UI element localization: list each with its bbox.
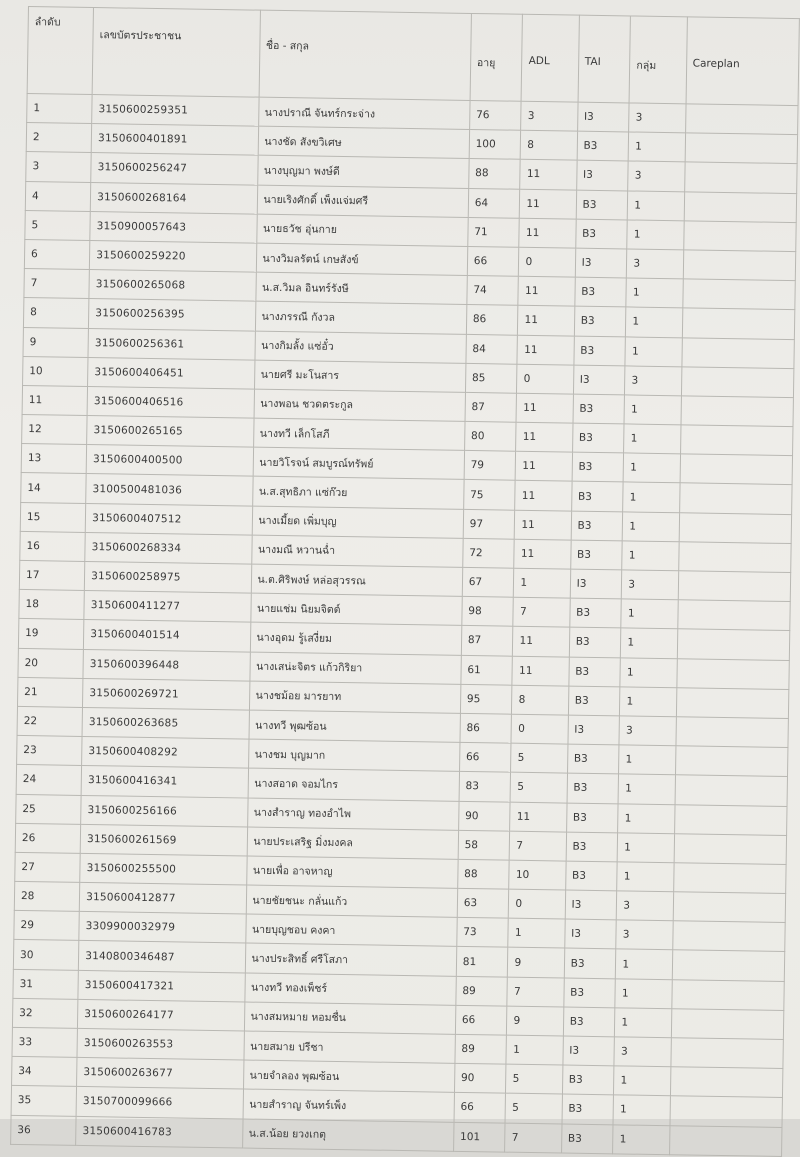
header-name: ชื่อ - สกุล xyxy=(259,10,472,100)
cell-age: 88 xyxy=(468,159,520,189)
cell-name: นางสมหมาย หอมชื่น xyxy=(244,1002,456,1035)
cell-tai: B3 xyxy=(567,744,619,774)
cell-adl: 5 xyxy=(511,743,568,773)
cell-adl: 11 xyxy=(515,510,572,540)
cell-group: 1 xyxy=(623,512,680,542)
cell-no: 10 xyxy=(23,356,89,386)
cell-name: นางกิมลั้ง แซ่อั๋ว xyxy=(254,331,466,364)
cell-adl: 11 xyxy=(512,656,569,686)
cell-group: 1 xyxy=(626,278,683,308)
cell-group: 1 xyxy=(621,599,678,629)
cell-id: 3150600412877 xyxy=(79,882,246,914)
cell-tai: B3 xyxy=(563,1007,615,1037)
cell-age: 86 xyxy=(466,305,518,335)
cell-id: 3150600256166 xyxy=(81,795,248,827)
cell-no: 14 xyxy=(21,473,87,503)
cell-name: นางชัด สังขวิเศษ xyxy=(258,126,470,159)
cell-careplan xyxy=(670,1038,783,1069)
cell-tai: B3 xyxy=(561,1124,613,1154)
cell-no: 11 xyxy=(22,385,88,415)
cell-group: 3 xyxy=(616,920,673,950)
cell-tai: B3 xyxy=(572,452,624,482)
cell-group: 1 xyxy=(619,745,676,775)
cell-adl: 9 xyxy=(507,1006,564,1036)
cell-id: 3100500481036 xyxy=(86,474,253,506)
cell-name: นายเพื่อ อาจหาญ xyxy=(246,856,458,889)
cell-adl: 7 xyxy=(505,1123,562,1153)
cell-id: 3150600263677 xyxy=(77,1058,244,1090)
cell-age: 98 xyxy=(462,597,514,627)
cell-name: นายวิโรจน์ สมบูรณ์ทรัพย์ xyxy=(253,447,465,480)
cell-no: 30 xyxy=(13,940,79,970)
cell-no: 33 xyxy=(12,1027,78,1057)
cell-tai: B3 xyxy=(577,131,629,161)
cell-adl: 8 xyxy=(521,130,578,160)
cell-name: นายเริงศักดิ์ เพ็งแจ่มศรี xyxy=(257,185,469,218)
cell-tai: B3 xyxy=(576,190,628,220)
cell-id: 3150600396448 xyxy=(83,649,250,681)
cell-id: 3150600411277 xyxy=(84,591,251,623)
cell-tai: B3 xyxy=(575,219,627,249)
cell-adl: 11 xyxy=(516,393,573,423)
cell-age: 66 xyxy=(454,1093,506,1123)
cell-group: 1 xyxy=(624,424,681,454)
cell-tai: I3 xyxy=(577,102,629,132)
cell-group: 1 xyxy=(623,453,680,483)
cell-careplan xyxy=(675,746,788,777)
cell-id: 3150600259220 xyxy=(90,240,257,272)
elderly-register-table xyxy=(10,6,800,1157)
cell-tai: B3 xyxy=(568,686,620,716)
cell-no: 24 xyxy=(16,765,82,795)
cell-age: 90 xyxy=(458,801,510,831)
cell-adl: 11 xyxy=(516,451,573,481)
cell-careplan xyxy=(672,950,785,981)
cell-name: นายสำราญ จันทร์เพ็ง xyxy=(243,1089,455,1122)
cell-id: 3150600265068 xyxy=(89,270,256,302)
cell-no: 28 xyxy=(14,881,80,911)
cell-name: นางทวี พุฒซ้อน xyxy=(249,710,461,743)
cell-no: 17 xyxy=(19,560,85,590)
cell-careplan xyxy=(680,454,793,485)
cell-age: 100 xyxy=(469,130,521,160)
cell-id: 3150600265165 xyxy=(87,416,254,448)
cell-age: 66 xyxy=(455,1005,507,1035)
cell-age: 101 xyxy=(453,1122,505,1152)
cell-group: 3 xyxy=(629,103,686,133)
cell-careplan xyxy=(669,1125,782,1156)
cell-careplan xyxy=(682,308,795,339)
cell-id: 3150600400500 xyxy=(86,445,253,477)
cell-careplan xyxy=(674,804,787,835)
cell-age: 87 xyxy=(461,626,513,656)
cell-id: 3150600268164 xyxy=(90,182,257,214)
cell-tai: B3 xyxy=(564,978,616,1008)
cell-id: 3150700099666 xyxy=(76,1087,243,1119)
cell-careplan xyxy=(676,658,789,689)
cell-id: 3150600401891 xyxy=(91,124,258,156)
cell-name: นางบุญมา พงษ์ดี xyxy=(257,156,469,189)
header-no: ลำดับ xyxy=(27,7,94,95)
cell-age: 64 xyxy=(468,188,520,218)
cell-no: 27 xyxy=(15,852,81,882)
cell-id: 3150600268334 xyxy=(85,532,252,564)
cell-no: 9 xyxy=(23,327,89,357)
cell-group: 3 xyxy=(622,570,679,600)
cell-id: 3140800346487 xyxy=(79,941,246,973)
cell-no: 34 xyxy=(12,1057,78,1087)
cell-group: 1 xyxy=(625,336,682,366)
cell-id: 3150600416783 xyxy=(76,1116,243,1148)
cell-tai: B3 xyxy=(565,861,617,891)
cell-careplan xyxy=(684,191,797,222)
cell-age: 75 xyxy=(463,480,515,510)
cell-id: 3150600264177 xyxy=(78,999,245,1031)
cell-age: 66 xyxy=(459,742,511,772)
cell-careplan xyxy=(670,1096,783,1127)
cell-age: 97 xyxy=(463,509,515,539)
cell-id: 3150600263685 xyxy=(82,707,249,739)
cell-id: 3150600261569 xyxy=(80,824,247,856)
cell-name: นางภรรณี กังวล xyxy=(255,301,467,334)
cell-no: 16 xyxy=(20,531,86,561)
cell-name: นางประสิทธิ์ ศรีโสภา xyxy=(245,943,457,976)
cell-adl: 9 xyxy=(508,948,565,978)
cell-age: 85 xyxy=(465,363,517,393)
cell-careplan xyxy=(685,133,798,164)
cell-id: 3150600408292 xyxy=(82,737,249,769)
cell-name: นางเสน่ะจิตร แก้วกิริยา xyxy=(249,652,461,685)
cell-no: 2 xyxy=(26,123,92,153)
cell-age: 84 xyxy=(466,334,518,364)
cell-careplan xyxy=(677,600,790,631)
cell-careplan xyxy=(675,717,788,748)
header-id: เลขบัตรประชาชน xyxy=(92,8,260,98)
cell-tai: B3 xyxy=(573,394,625,424)
cell-tai: I3 xyxy=(564,919,616,949)
cell-no: 8 xyxy=(23,298,89,328)
cell-group: 1 xyxy=(615,978,672,1008)
cell-group: 1 xyxy=(628,191,685,221)
cell-tai: B3 xyxy=(567,773,619,803)
cell-tai: I3 xyxy=(576,161,628,191)
header-adl: ADL xyxy=(522,14,580,102)
cell-name: นางสอาด จอมไกร xyxy=(248,768,460,801)
cell-name: นางมณี หวานฉ่ำ xyxy=(251,535,463,568)
cell-careplan xyxy=(680,425,793,456)
cell-careplan xyxy=(683,250,796,281)
cell-adl: 11 xyxy=(513,627,570,657)
cell-age: 83 xyxy=(459,772,511,802)
cell-group: 3 xyxy=(628,161,685,191)
cell-id: 3150600416341 xyxy=(81,766,248,798)
cell-careplan xyxy=(673,863,786,894)
cell-no: 13 xyxy=(21,444,87,474)
cell-adl: 11 xyxy=(520,160,577,190)
cell-careplan xyxy=(682,279,795,310)
cell-adl: 10 xyxy=(509,860,566,890)
cell-tai: I3 xyxy=(570,569,622,599)
cell-careplan xyxy=(672,921,785,952)
cell-no: 4 xyxy=(25,181,91,211)
cell-name: นางพอน ชวดตระกูล xyxy=(254,389,466,422)
cell-adl: 1 xyxy=(514,568,571,598)
cell-adl: 3 xyxy=(521,101,578,131)
cell-group: 1 xyxy=(627,220,684,250)
cell-careplan xyxy=(671,1009,784,1040)
cell-no: 23 xyxy=(17,736,83,766)
cell-group: 3 xyxy=(619,716,676,746)
cell-tai: B3 xyxy=(572,423,624,453)
cell-careplan xyxy=(679,512,792,543)
cell-adl: 0 xyxy=(509,889,566,919)
cell-group: 1 xyxy=(621,628,678,658)
cell-careplan xyxy=(678,542,791,573)
cell-group: 3 xyxy=(617,891,674,921)
cell-no: 25 xyxy=(16,794,82,824)
cell-id: 3150600255500 xyxy=(80,853,247,885)
cell-id: 3150600256395 xyxy=(89,299,256,331)
cell-name: นางเมี้ยด เพิ่มบุญ xyxy=(252,506,464,539)
cell-name: นายแช่ม นิยมจิตต์ xyxy=(250,593,462,626)
cell-adl: 7 xyxy=(510,831,567,861)
cell-tai: B3 xyxy=(564,948,616,978)
cell-no: 36 xyxy=(11,1115,77,1145)
cell-careplan xyxy=(674,833,787,864)
cell-age: 86 xyxy=(460,713,512,743)
cell-age: 67 xyxy=(462,567,514,597)
cell-age: 89 xyxy=(456,976,508,1006)
cell-age: 95 xyxy=(460,684,512,714)
cell-careplan xyxy=(675,775,788,806)
cell-tai: B3 xyxy=(562,1065,614,1095)
cell-no: 1 xyxy=(27,93,93,123)
cell-group: 3 xyxy=(614,1037,671,1067)
cell-tai: B3 xyxy=(574,336,626,366)
cell-adl: 1 xyxy=(508,918,565,948)
cell-no: 26 xyxy=(15,823,81,853)
cell-id: 3150600401514 xyxy=(84,620,251,652)
cell-careplan xyxy=(681,337,794,368)
cell-group: 1 xyxy=(613,1124,670,1154)
cell-id: 3150600407512 xyxy=(85,503,252,535)
cell-tai: B3 xyxy=(571,511,623,541)
cell-adl: 5 xyxy=(506,1064,563,1094)
cell-name: นายสมาย ปรีชา xyxy=(243,1031,455,1064)
cell-tai: B3 xyxy=(569,657,621,687)
cell-adl: 11 xyxy=(510,802,567,832)
cell-age: 90 xyxy=(454,1064,506,1094)
cell-tai: B3 xyxy=(569,598,621,628)
cell-name: นายจำลอง พุฒซ้อน xyxy=(243,1060,455,1093)
cell-name: นางวิมลรัตน์ เกษสังข์ xyxy=(256,243,468,276)
cell-age: 76 xyxy=(469,100,521,130)
cell-group: 1 xyxy=(613,1095,670,1125)
header-tai: TAI xyxy=(578,15,631,103)
cell-age: 63 xyxy=(457,888,509,918)
cell-adl: 5 xyxy=(511,772,568,802)
cell-adl: 11 xyxy=(520,189,577,219)
cell-tai: B3 xyxy=(570,540,622,570)
cell-id: 3309900032979 xyxy=(79,912,246,944)
cell-no: 35 xyxy=(11,1086,77,1116)
cell-age: 89 xyxy=(455,1034,507,1064)
cell-name: นางทวี ทองเพ็ชร์ xyxy=(244,973,456,1006)
cell-name: นางอุดม รู้เสงี่ยม xyxy=(250,622,462,655)
cell-group: 1 xyxy=(620,687,677,717)
cell-name: น.ส.วิมล อินทร์รังษี xyxy=(255,272,467,305)
cell-tai: B3 xyxy=(574,306,626,336)
cell-id: 3150600256247 xyxy=(91,153,258,185)
cell-adl: 1 xyxy=(506,1035,563,1065)
cell-no: 5 xyxy=(25,210,91,240)
cell-group: 1 xyxy=(618,803,675,833)
cell-careplan xyxy=(679,483,792,514)
cell-adl: 11 xyxy=(517,335,574,365)
cell-careplan xyxy=(684,162,797,193)
cell-careplan xyxy=(681,366,794,397)
cell-age: 79 xyxy=(464,451,516,481)
cell-no: 7 xyxy=(24,269,90,299)
cell-group: 1 xyxy=(620,657,677,687)
table-header-row xyxy=(27,7,799,106)
cell-tai: B3 xyxy=(566,832,618,862)
cell-careplan xyxy=(681,396,794,427)
cell-tai: B3 xyxy=(569,627,621,657)
cell-adl: 0 xyxy=(517,364,574,394)
cell-group: 1 xyxy=(614,1066,671,1096)
cell-group: 1 xyxy=(624,395,681,425)
cell-no: 31 xyxy=(13,969,79,999)
cell-group: 1 xyxy=(617,833,674,863)
cell-tai: I3 xyxy=(565,890,617,920)
cell-id: 3150600406516 xyxy=(87,386,254,418)
cell-no: 32 xyxy=(12,998,78,1028)
cell-adl: 0 xyxy=(519,247,576,277)
cell-name: นางชม บุญมาก xyxy=(248,739,460,772)
cell-adl: 11 xyxy=(518,306,575,336)
table-body xyxy=(11,93,798,1156)
cell-adl: 5 xyxy=(505,1094,562,1124)
cell-adl: 0 xyxy=(511,714,568,744)
cell-name: นางทวี เล็กโสภี xyxy=(253,418,465,451)
cell-name: นางสำราญ ทองอำไพ xyxy=(247,798,459,831)
cell-group: 3 xyxy=(625,366,682,396)
cell-group: 1 xyxy=(618,774,675,804)
cell-careplan xyxy=(677,629,790,660)
cell-age: 72 xyxy=(463,538,515,568)
cell-no: 18 xyxy=(19,590,85,620)
cell-id: 3150900057643 xyxy=(90,211,257,243)
cell-age: 58 xyxy=(458,830,510,860)
cell-careplan xyxy=(670,1067,783,1098)
cell-age: 81 xyxy=(456,947,508,977)
cell-group: 1 xyxy=(626,307,683,337)
cell-group: 1 xyxy=(623,482,680,512)
cell-age: 74 xyxy=(467,276,519,306)
cell-tai: I3 xyxy=(573,365,625,395)
cell-no: 15 xyxy=(20,502,86,532)
cell-careplan xyxy=(673,892,786,923)
cell-id: 3150600256361 xyxy=(88,328,255,360)
cell-adl: 11 xyxy=(515,481,572,511)
cell-id: 3150600263553 xyxy=(77,1028,244,1060)
cell-careplan xyxy=(678,571,791,602)
cell-name: นายธวัช อุ่นกาย xyxy=(256,214,468,247)
cell-name: นายศรี มะโนสาร xyxy=(254,360,466,393)
cell-tai: I3 xyxy=(568,715,620,745)
cell-tai: B3 xyxy=(566,803,618,833)
cell-adl: 7 xyxy=(513,597,570,627)
cell-adl: 11 xyxy=(518,276,575,306)
cell-tai: B3 xyxy=(575,277,627,307)
cell-age: 66 xyxy=(467,246,519,276)
cell-no: 21 xyxy=(17,677,83,707)
cell-group: 3 xyxy=(627,249,684,279)
cell-tai: I3 xyxy=(575,248,627,278)
cell-no: 29 xyxy=(14,911,80,941)
header-careplan: Careplan xyxy=(686,17,800,106)
cell-id: 3150600258975 xyxy=(84,561,251,593)
cell-id: 3150600269721 xyxy=(83,678,250,710)
cell-group: 1 xyxy=(622,541,679,571)
cell-group: 1 xyxy=(616,949,673,979)
cell-adl: 11 xyxy=(519,218,576,248)
cell-no: 3 xyxy=(26,152,92,182)
cell-adl: 11 xyxy=(514,539,571,569)
header-group: กลุ่ม xyxy=(629,16,687,104)
cell-name: น.ส.สุทธิภา แซ่ก๊วย xyxy=(252,477,464,510)
cell-careplan xyxy=(685,104,798,135)
cell-name: นายประเสริฐ มิ่งมงคล xyxy=(247,827,459,860)
cell-age: 73 xyxy=(457,918,509,948)
cell-no: 20 xyxy=(18,648,84,678)
cell-adl: 11 xyxy=(516,422,573,452)
cell-age: 61 xyxy=(461,655,513,685)
cell-careplan xyxy=(676,688,789,719)
cell-name: น.ส.น้อย ยวงเกตุ xyxy=(242,1119,454,1152)
cell-adl: 8 xyxy=(512,685,569,715)
cell-no: 19 xyxy=(18,619,84,649)
cell-no: 22 xyxy=(17,706,83,736)
cell-careplan xyxy=(683,221,796,252)
cell-id: 3150600406451 xyxy=(88,357,255,389)
cell-group: 1 xyxy=(628,132,685,162)
cell-name: นายชัยชนะ กลั่นแก้ว xyxy=(246,885,458,918)
cell-tai: I3 xyxy=(563,1036,615,1066)
cell-name: น.ต.ศิริพงษ์ หล่อสุวรรณ xyxy=(251,564,463,597)
header-age: อายุ xyxy=(470,13,523,101)
cell-age: 88 xyxy=(457,859,509,889)
cell-tai: B3 xyxy=(571,482,623,512)
cell-adl: 7 xyxy=(507,977,564,1007)
cell-name: นางปราณี จันทร์กระจ่าง xyxy=(258,97,470,130)
cell-careplan xyxy=(671,979,784,1010)
cell-name: นายบุญชอบ คงคา xyxy=(245,914,457,947)
cell-age: 87 xyxy=(465,392,517,422)
cell-age: 80 xyxy=(464,421,516,451)
cell-group: 1 xyxy=(617,862,674,892)
cell-tai: B3 xyxy=(562,1094,614,1124)
cell-age: 71 xyxy=(468,217,520,247)
cell-id: 3150600259351 xyxy=(92,95,259,127)
cell-group: 1 xyxy=(615,1008,672,1038)
cell-name: นางชม้อย มารยาท xyxy=(249,681,461,714)
cell-no: 6 xyxy=(24,239,90,269)
cell-id: 3150600417321 xyxy=(78,970,245,1002)
cell-no: 12 xyxy=(22,415,88,445)
